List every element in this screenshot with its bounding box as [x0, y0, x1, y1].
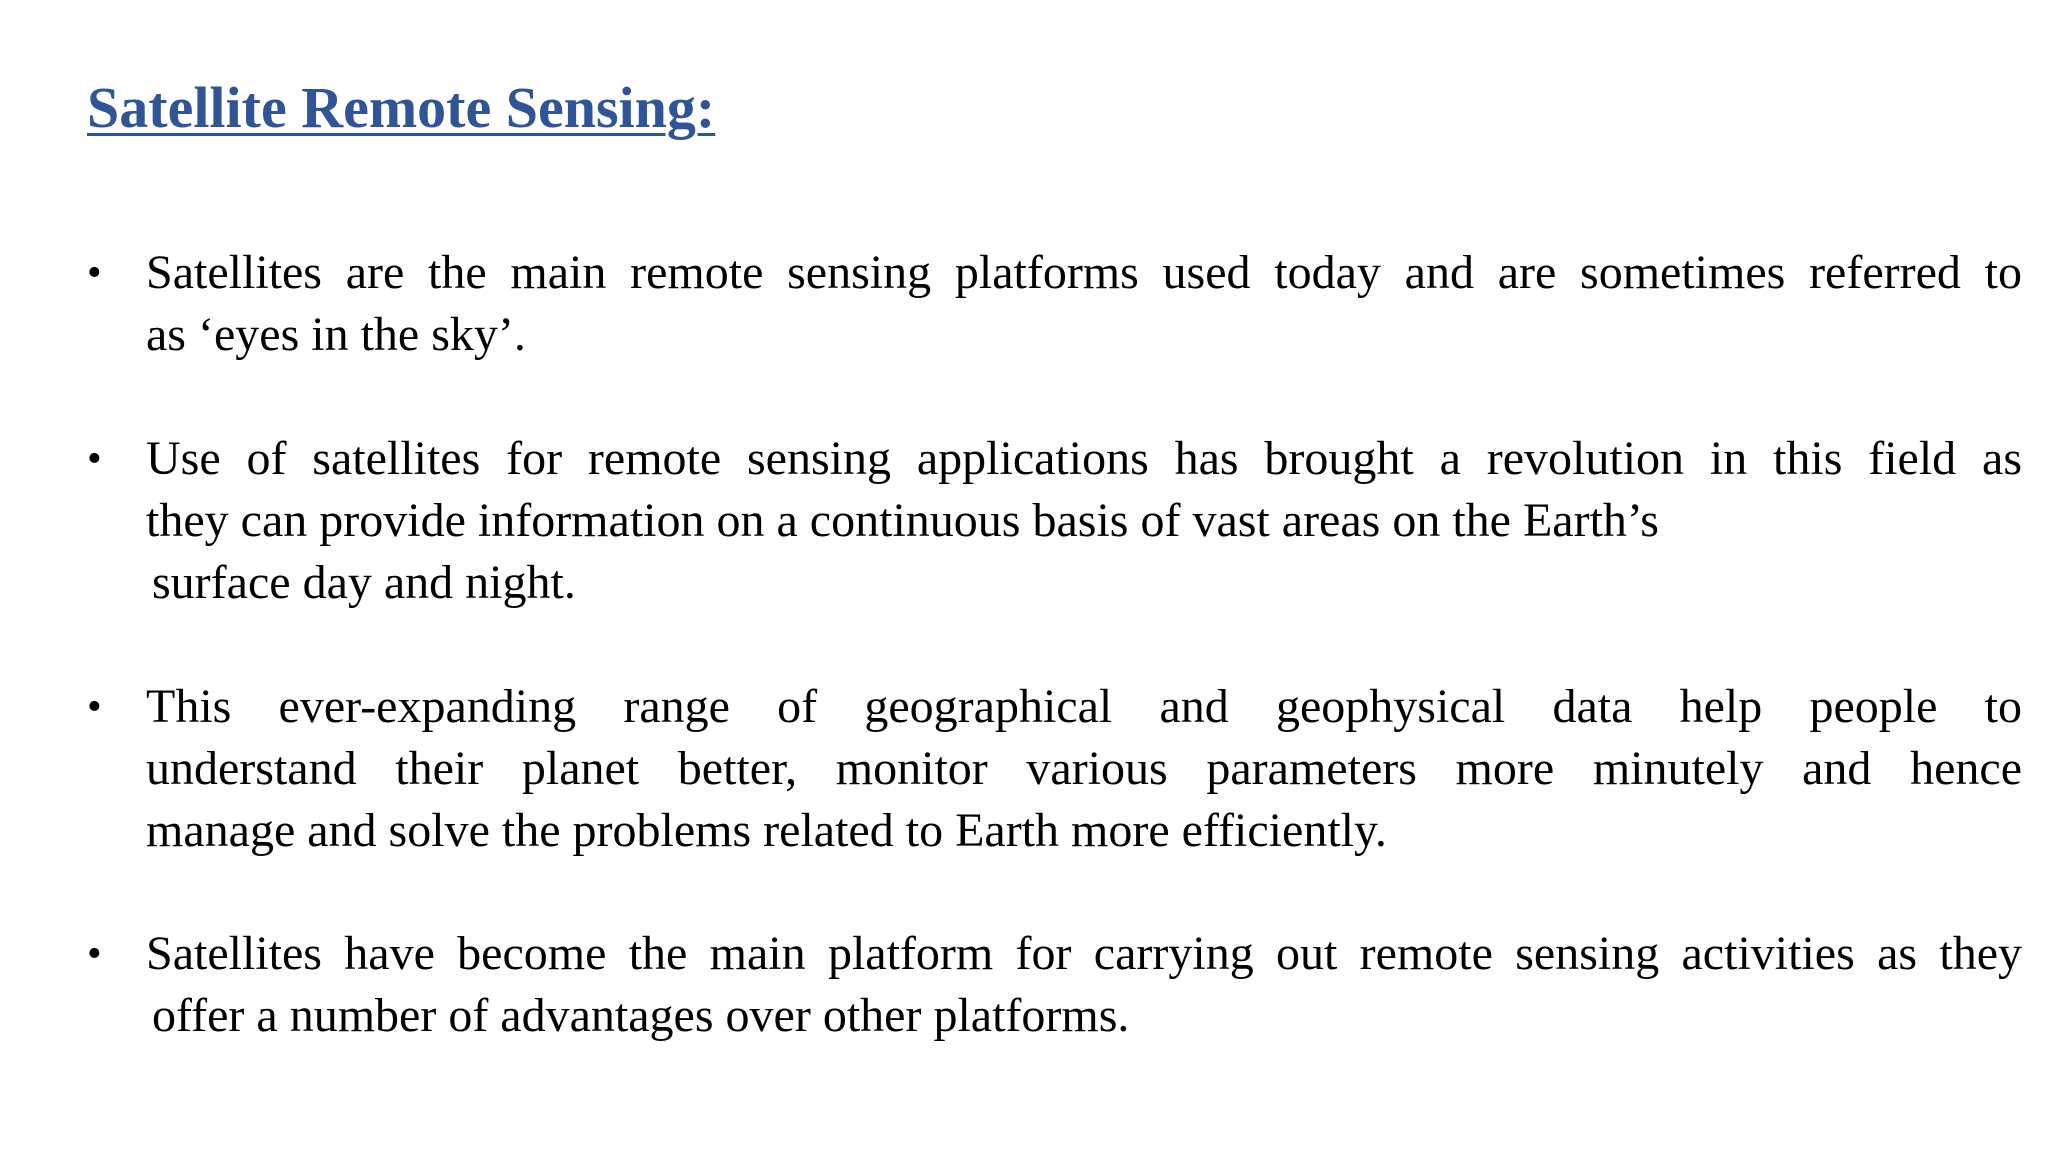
bullet-marker: • [87, 931, 102, 977]
bullet-text-line: they can provide information on a continuous basis of vast areas on the Earth’s [146, 494, 1659, 547]
bullet-text-line: understand their planet better, monitor various parameters more minutely and hence [146, 742, 2022, 795]
bullet-item [87, 676, 2022, 862]
bullet-marker: • [87, 436, 102, 482]
bullet-marker: • [87, 684, 102, 730]
bullet-text-line: Satellites have become the main platform for carrying out remote sensing activities as they [146, 927, 2022, 980]
slide-title: Satellite Remote Sensing: [87, 75, 716, 140]
bullet-text-line: as ‘eyes in the sky’. [146, 308, 526, 361]
bullet-text-line: Satellites are the main remote sensing platforms used today and are sometimes referred to [146, 246, 2022, 299]
bullet-text-line: This ever-expanding range of geographical and geophysical data help people to [146, 680, 2022, 733]
bullet-marker: • [87, 250, 102, 296]
bullet-text-line: manage and solve the problems related to Earth more efficiently. [146, 804, 1387, 857]
bullet-text-line: offer a number of advantages over other platforms. [152, 989, 1130, 1042]
bullet-text-line: Use of satellites for remote sensing applications has brought a revolution in this field as [146, 432, 2022, 485]
bullet-text-line: surface day and night. [152, 556, 576, 609]
bullet-item [87, 428, 2022, 614]
bullet-item [87, 923, 2022, 1047]
bullet-item [87, 242, 2022, 366]
